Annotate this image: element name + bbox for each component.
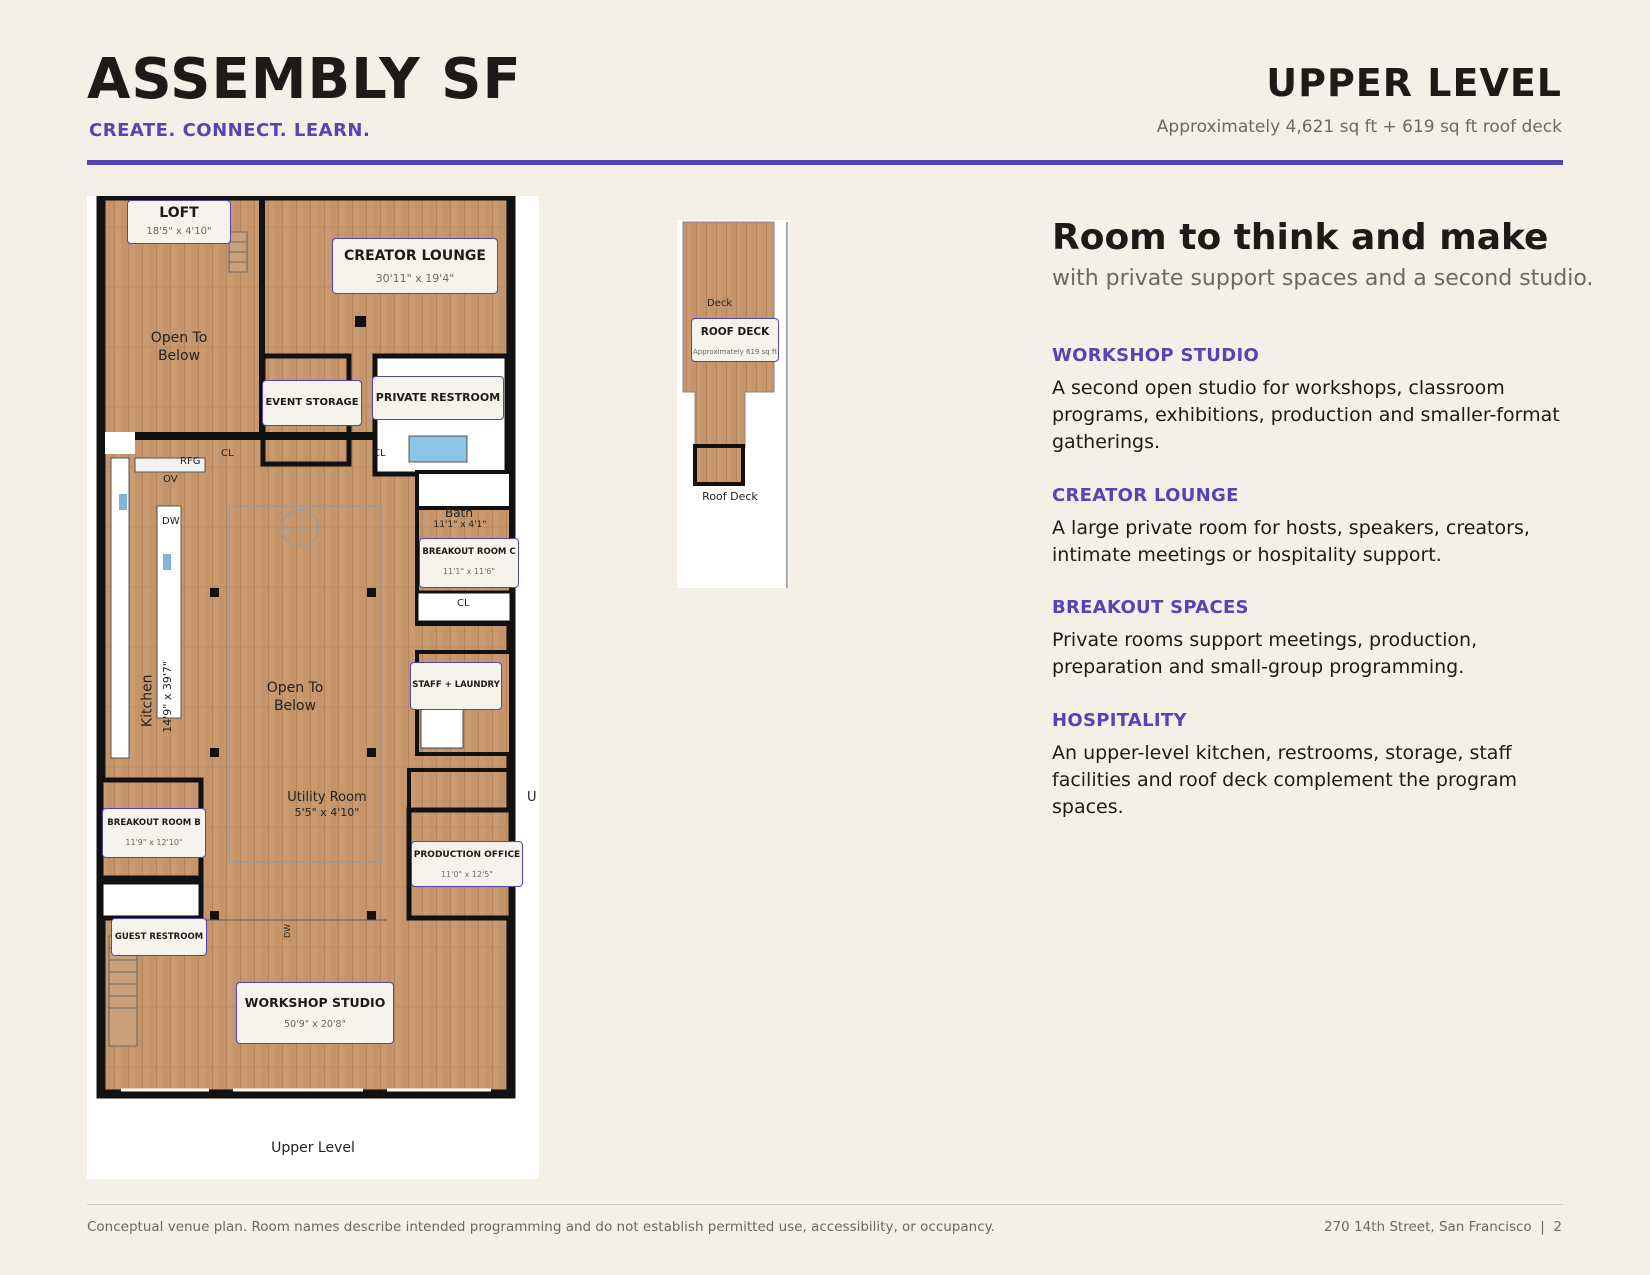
bath-dims: 11'1" x 4'1" bbox=[433, 520, 487, 530]
bath-label: Bath bbox=[445, 506, 473, 520]
breakout-b-name: BREAKOUT ROOM B bbox=[107, 818, 201, 828]
production-office-dims: 11'0" x 12'5" bbox=[440, 870, 494, 879]
private-restroom-name: PRIVATE RESTROOM bbox=[375, 391, 501, 404]
column bbox=[355, 316, 366, 327]
creator-lounge-dims: 30'11" x 19'4" bbox=[375, 272, 455, 285]
workshop-studio-name: WORKSHOP STUDIO bbox=[244, 995, 386, 1010]
guest-restroom-label bbox=[111, 918, 207, 956]
event-storage-label bbox=[262, 380, 362, 426]
staff-laundry-label bbox=[410, 662, 502, 710]
loft-name: LOFT bbox=[159, 205, 199, 221]
level-title: UPPER LEVEL bbox=[1266, 61, 1562, 105]
column bbox=[367, 911, 376, 920]
laundry-unit bbox=[421, 708, 463, 748]
section-title-creator-lounge: CREATOR LOUNGE bbox=[1052, 485, 1239, 506]
sink-icon bbox=[119, 494, 127, 510]
oven-label: OV bbox=[163, 474, 178, 485]
section-title-workshop: WORKSHOP STUDIO bbox=[1052, 345, 1260, 366]
breakout-b-label bbox=[102, 808, 206, 858]
private-restroom-label bbox=[372, 376, 504, 420]
section-body-workshop: A second open studio for workshops, classroom programs, exhibitions, production and smaller-format gatherings. bbox=[1052, 377, 1560, 453]
section-title-breakout: BREAKOUT SPACES bbox=[1052, 597, 1249, 618]
creator-lounge-label bbox=[332, 238, 498, 294]
bathtub bbox=[409, 436, 467, 462]
production-office-name: PRODUCTION OFFICE bbox=[413, 850, 521, 860]
utility-room-label: Utility Room bbox=[287, 790, 367, 805]
subheadline: with private support spaces and a second studio. bbox=[1052, 266, 1594, 291]
breakout-c-name: BREAKOUT ROOM C bbox=[422, 547, 516, 557]
floor-plan bbox=[87, 196, 539, 1179]
section-body-hospitality: An upper-level kitchen, restrooms, storage, staff facilities and roof deck complement the program spaces. bbox=[1052, 742, 1518, 818]
staff-laundry-name: STAFF + LAUNDRY bbox=[412, 680, 500, 690]
breakout-c-label bbox=[419, 538, 519, 588]
production-office-label bbox=[411, 841, 523, 887]
kitchen-dims: 14'9" x 39'7" bbox=[161, 661, 175, 733]
roof-caption: Roof Deck bbox=[702, 490, 758, 503]
section-body-breakout: Private rooms support meetings, production, preparation and small-group programming. bbox=[1052, 629, 1478, 678]
u-label: U bbox=[527, 790, 537, 805]
dishwasher-label-2: DW bbox=[283, 923, 293, 939]
workshop-studio-label bbox=[236, 982, 394, 1044]
column bbox=[210, 588, 219, 597]
roof-deck-dims: Approximately 619 sq ft bbox=[692, 348, 777, 356]
column bbox=[367, 588, 376, 597]
open-to-below-loft: Open To Below bbox=[150, 330, 208, 364]
column bbox=[210, 911, 219, 920]
open-to-below-main: Open To Below bbox=[266, 680, 324, 714]
bath-room bbox=[417, 472, 511, 508]
brand-title: ASSEMBLY SF bbox=[87, 47, 522, 112]
footer-address: 270 14th Street, San Francisco | 2 bbox=[1323, 1219, 1562, 1235]
roof-deck-plan bbox=[677, 220, 789, 588]
breakout-b-dims: 11'9" x 12'10" bbox=[125, 838, 183, 847]
closet-label-1: CL bbox=[221, 448, 234, 459]
breakout-c-dims: 11'1" x 11'6" bbox=[442, 567, 496, 576]
wall bbox=[105, 432, 135, 454]
guest-restroom-name: GUEST RESTROOM bbox=[114, 932, 204, 942]
loft-dims: 18'5" x 4'10" bbox=[146, 226, 212, 237]
area-summary: Approximately 4,621 sq ft + 619 sq ft roof deck bbox=[1156, 117, 1562, 137]
roof-deck-label bbox=[691, 318, 779, 362]
brand-tagline: CREATE. CONNECT. LEARN. bbox=[89, 120, 371, 141]
roof-deck-name: ROOF DECK bbox=[700, 326, 770, 338]
dishwasher-label: DW bbox=[162, 516, 180, 527]
column bbox=[210, 748, 219, 757]
loft-label bbox=[127, 200, 231, 244]
closet-label-2: CL bbox=[373, 448, 386, 459]
utility-room-dims: 5'5" x 4'10" bbox=[294, 806, 360, 819]
section-body-creator-lounge: A large private room for hosts, speakers, creators, intimate meetings or hospitality support. bbox=[1052, 517, 1530, 566]
event-storage-name: EVENT STORAGE bbox=[265, 397, 359, 408]
deck-text: Deck bbox=[707, 298, 733, 309]
accent-rule bbox=[87, 160, 1563, 165]
sink-icon bbox=[163, 554, 171, 570]
kitchen-label: Kitchen bbox=[139, 674, 156, 728]
closet-label-3: CL bbox=[457, 598, 470, 609]
workshop-studio-dims: 50'9" x 20'8" bbox=[284, 1019, 346, 1030]
stair-box bbox=[695, 446, 743, 484]
section-title-hospitality: HOSPITALITY bbox=[1052, 710, 1187, 731]
footer-disclaimer: Conceptual venue plan. Room names describe intended programming and do not establish permitted use, accessibility, or occupancy. bbox=[87, 1219, 995, 1235]
creator-lounge-name: CREATOR LOUNGE bbox=[344, 248, 486, 264]
fridge-label: RFG bbox=[180, 456, 201, 467]
column bbox=[367, 748, 376, 757]
plan-caption: Upper Level bbox=[271, 1140, 355, 1156]
headline: Room to think and make bbox=[1052, 217, 1549, 258]
footer-divider bbox=[87, 1204, 1563, 1205]
guest-restroom-room bbox=[101, 882, 201, 918]
roof-deck-drawing bbox=[677, 220, 789, 588]
loft-stair-icon bbox=[229, 232, 247, 272]
